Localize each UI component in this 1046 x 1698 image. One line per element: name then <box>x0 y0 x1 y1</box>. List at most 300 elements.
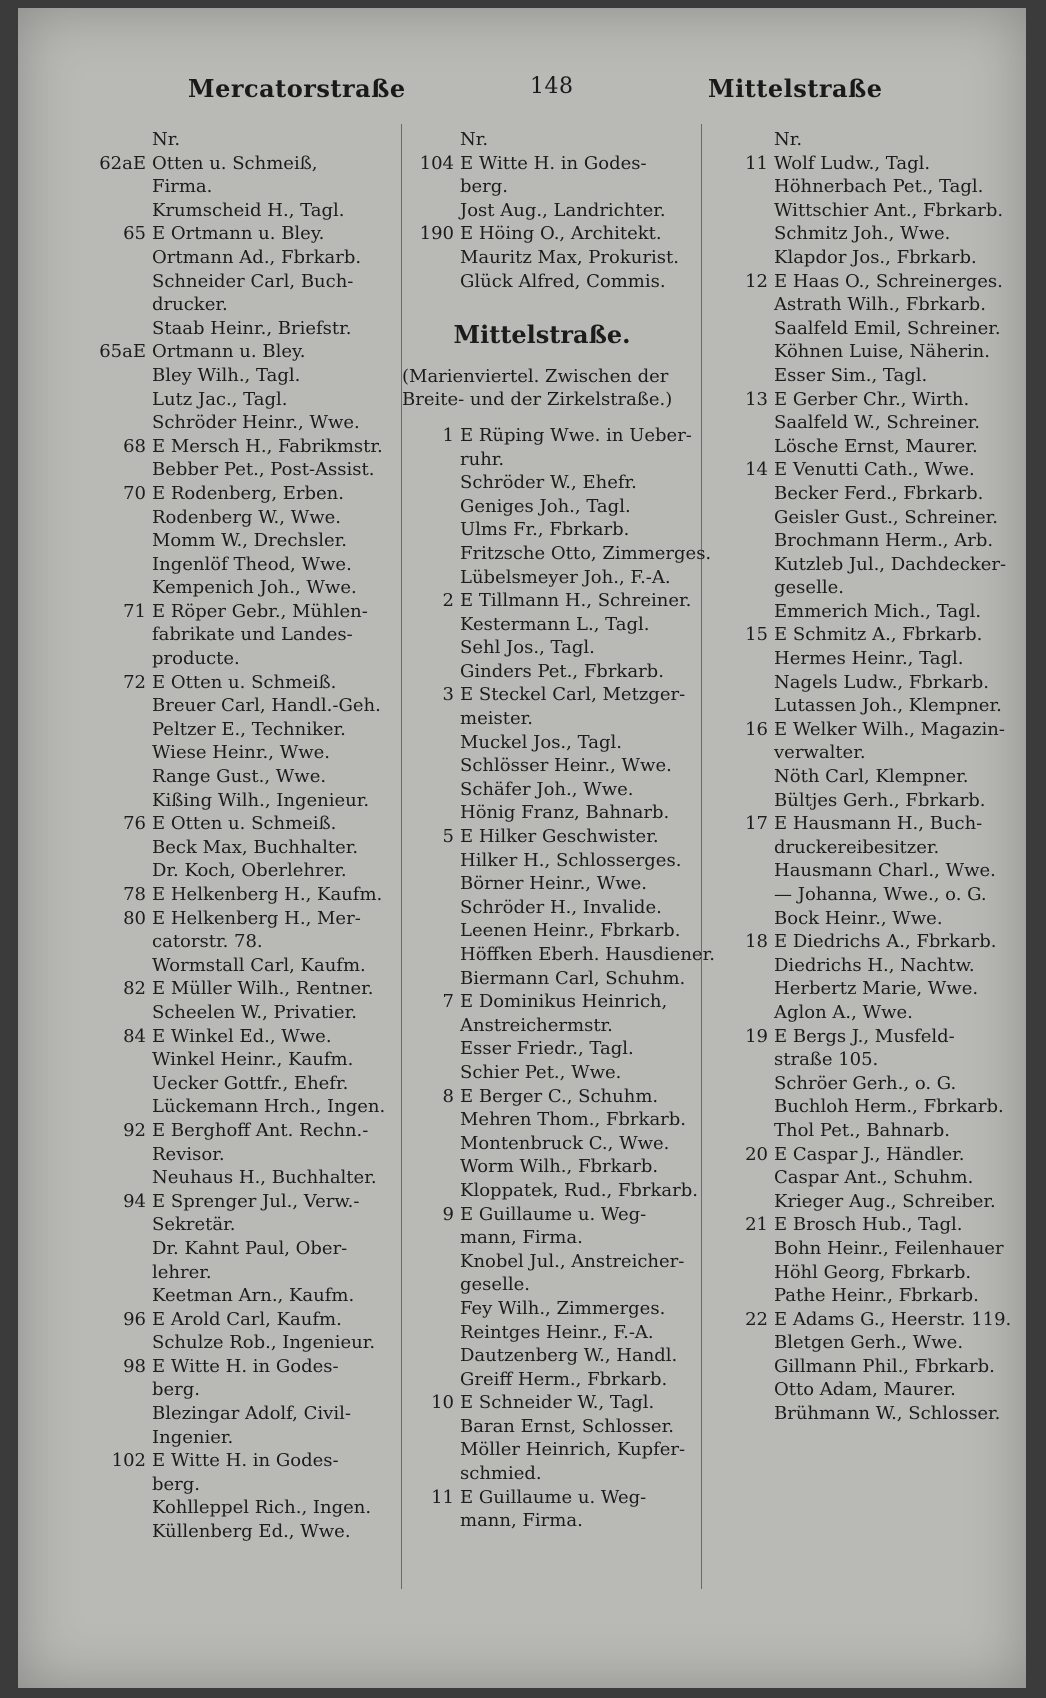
entry-text: Otten u. Schmeiß, <box>152 152 318 174</box>
directory-entry <box>716 458 1026 482</box>
directory-entry <box>94 529 414 553</box>
directory-entry <box>402 1226 702 1250</box>
entry-text: E Hausmann H., Buch- <box>774 813 983 835</box>
entry-text: schmied. <box>460 1463 542 1485</box>
house-number: 10 <box>431 1392 454 1414</box>
entry-text: Lückemann Hrch., Ingen. <box>152 1096 386 1118</box>
entry-text: E Guillaume u. Weg- <box>460 1486 647 1508</box>
entry-text: fabrikate und Landes- <box>152 624 353 646</box>
entry-text: berg. <box>152 1379 201 1401</box>
entry-text: Montenbruck C., Wwe. <box>460 1132 670 1154</box>
house-number: 16 <box>745 718 768 740</box>
directory-entry <box>402 896 702 920</box>
house-number: 98 <box>123 1355 146 1377</box>
directory-entry <box>94 1284 414 1308</box>
entry-text: Köhnen Luise, Näherin. <box>774 341 990 363</box>
entry-text: mann, Firma. <box>460 1510 583 1532</box>
entry-text: Becker Ferd., Fbrkarb. <box>774 482 984 504</box>
directory-entry <box>716 789 1026 813</box>
entry-text: Sehl Jos., Tagl. <box>460 637 595 659</box>
entry-text: E Haas O., Schreinerges. <box>774 270 1003 292</box>
entry-text: Esser Friedr., Tagl. <box>460 1038 634 1060</box>
entry-text: Leenen Heinr., Fbrkarb. <box>460 920 681 942</box>
directory-entry <box>402 990 702 1014</box>
directory-entry <box>716 977 1026 1001</box>
entry-text: producte. <box>152 648 240 670</box>
directory-entry <box>402 1085 702 1109</box>
entry-text: E Adams G., Heerstr. 119. <box>774 1308 1012 1330</box>
entry-text: Ulms Fr., Fbrkarb. <box>460 519 630 541</box>
directory-entry <box>402 778 702 802</box>
house-number: 18 <box>745 931 768 953</box>
entry-text: Bebber Pet., Post-Assist. <box>152 459 375 481</box>
house-number: 19 <box>745 1025 768 1047</box>
directory-entry <box>94 1331 414 1355</box>
directory-entry <box>402 199 702 223</box>
directory-entry <box>716 482 1026 506</box>
entry-text: geselle. <box>460 1274 530 1296</box>
entry-text: E Höing O., Architekt. <box>460 223 662 245</box>
house-number: 13 <box>745 388 768 410</box>
entry-text: Nöth Carl, Klempner. <box>774 766 969 788</box>
directory-entry <box>94 1496 414 1520</box>
directory-entry <box>716 1166 1026 1190</box>
entry-text: Reintges Heinr., F.-A. <box>460 1321 654 1343</box>
entry-text: lehrer. <box>152 1261 212 1283</box>
directory-entry <box>716 623 1026 647</box>
entry-text: Mauritz Max, Prokurist. <box>460 246 679 268</box>
entry-text: Nagels Ludw., Fbrkarb. <box>774 671 989 693</box>
entry-text: Geisler Gust., Schreiner. <box>774 506 998 528</box>
entry-text: E Rüping Wwe. in Ueber- <box>460 424 692 446</box>
entry-text: Uecker Gottfr., Ehefr. <box>152 1072 349 1094</box>
directory-entry <box>94 1473 414 1497</box>
entry-text: Geniges Joh., Tagl. <box>460 495 631 517</box>
house-number: 2 <box>442 590 454 612</box>
entry-text: meister. <box>460 708 533 730</box>
directory-entry <box>716 435 1026 459</box>
entry-text: berg. <box>460 176 509 198</box>
directory-entry <box>402 1344 702 1368</box>
house-number: 11 <box>745 152 768 174</box>
directory-entry <box>716 1261 1026 1285</box>
directory-entry <box>402 1297 702 1321</box>
entry-text: Diedrichs H., Nachtw. <box>774 954 975 976</box>
directory-entry <box>716 836 1026 860</box>
entry-text: E Bergs J., Musfeld- <box>774 1025 955 1047</box>
directory-entry <box>716 1048 1026 1072</box>
entry-text: Buchloh Herm., Fbrkarb. <box>774 1096 1004 1118</box>
directory-entry <box>716 930 1026 954</box>
entry-text: Bley Wilh., Tagl. <box>152 364 301 386</box>
header-left-street: Mercatorstraße <box>188 74 406 103</box>
entry-text: E Witte H. in Godes- <box>152 1450 339 1472</box>
entry-text: Firma. <box>152 176 213 198</box>
house-number: 71 <box>123 600 146 622</box>
entry-text: Möller Heinrich, Kupfer- <box>460 1439 686 1461</box>
house-number: 9 <box>442 1203 454 1225</box>
directory-entry <box>94 977 414 1001</box>
directory-entry <box>716 812 1026 836</box>
section-note-line: Breite- und der Zirkelstraße.) <box>402 389 673 411</box>
directory-entry <box>94 647 414 671</box>
directory-entry <box>94 270 414 294</box>
directory-entry <box>716 529 1026 553</box>
directory-entry <box>716 1402 1026 1426</box>
directory-entry <box>716 1237 1026 1261</box>
house-number: 62aE <box>99 152 146 174</box>
directory-entry <box>716 340 1026 364</box>
entry-text: E Röper Gebr., Mühlen- <box>152 600 368 622</box>
entry-text: Baran Ernst, Schlosser. <box>460 1415 674 1437</box>
entry-text: Rodenberg W., Wwe. <box>152 506 341 528</box>
entry-text: Beck Max, Buchhalter. <box>152 836 359 858</box>
directory-entry <box>94 175 414 199</box>
column-middle-entries <box>402 424 715 1533</box>
entry-text: druckereibesitzer. <box>774 836 940 858</box>
directory-entry <box>94 1378 414 1402</box>
directory-entry <box>716 1284 1026 1308</box>
entry-text: Schäfer Joh., Wwe. <box>460 778 634 800</box>
entry-text: Küllenberg Ed., Wwe. <box>152 1521 351 1543</box>
directory-entry <box>94 152 414 176</box>
entry-text: Schmitz Joh., Wwe. <box>774 223 951 245</box>
directory-entry <box>402 128 702 152</box>
directory-entry <box>94 1119 414 1143</box>
directory-entry <box>94 907 414 931</box>
entry-text: Nr. <box>774 129 803 150</box>
directory-entry <box>94 1308 414 1332</box>
directory-entry <box>94 364 414 388</box>
entry-text: Börner Heinr., Wwe. <box>460 873 648 895</box>
entry-text: catorstr. 78. <box>152 931 263 953</box>
directory-entry <box>94 317 414 341</box>
entry-text: E Brosch Hub., Tagl. <box>774 1214 963 1236</box>
directory-entry <box>94 293 414 317</box>
entry-text: Breuer Carl, Handl.-Geh. <box>152 695 381 717</box>
entry-text: Lutz Jac., Tagl. <box>152 388 288 410</box>
house-number: 21 <box>745 1214 768 1236</box>
directory-entry <box>94 199 414 223</box>
entry-text: E Otten u. Schmeiß. <box>152 813 337 835</box>
directory-entry <box>94 836 414 860</box>
directory-entry <box>402 1179 702 1203</box>
directory-entry <box>402 1061 702 1085</box>
directory-entry <box>94 600 414 624</box>
house-number: 190 <box>419 223 454 245</box>
directory-entry <box>402 222 702 246</box>
entry-text: Thol Pet., Bahnarb. <box>774 1119 950 1141</box>
entry-text: E Hilker Geschwister. <box>460 826 659 848</box>
entry-text: Nr. <box>152 129 181 150</box>
directory-entry <box>716 199 1026 223</box>
entry-text: E Witte H. in Godes- <box>152 1355 339 1377</box>
directory-entry <box>402 919 702 943</box>
entry-text: Saalfeld Emil, Schreiner. <box>774 317 1001 339</box>
entry-text: Fey Wilh., Zimmerges. <box>460 1297 666 1319</box>
house-number: 8 <box>442 1085 454 1107</box>
entry-text: Saalfeld W., Schreiner. <box>774 412 980 434</box>
entry-text: Krumscheid H., Tagl. <box>152 199 345 221</box>
entry-text: E Tillmann H., Schreiner. <box>460 590 692 612</box>
directory-entry <box>94 411 414 435</box>
directory-entry <box>716 1213 1026 1237</box>
house-number: 76 <box>123 813 146 835</box>
directory-entry <box>94 246 414 270</box>
directory-entry <box>402 471 702 495</box>
entry-text: geselle. <box>774 577 844 599</box>
directory-entry <box>94 1449 414 1473</box>
directory-entry <box>402 566 702 590</box>
entry-text: Dautzenberg W., Handl. <box>460 1345 678 1367</box>
directory-entry <box>402 1273 702 1297</box>
entry-text: Bültjes Gerh., Fbrkarb. <box>774 789 986 811</box>
entry-text: Lösche Ernst, Maurer. <box>774 435 978 457</box>
house-number: 5 <box>442 826 454 848</box>
directory-entry <box>94 1095 414 1119</box>
house-number: 17 <box>745 813 768 835</box>
entry-text: Höffken Eberh. Hausdiener. <box>460 944 715 965</box>
entry-text: mann, Firma. <box>460 1227 583 1249</box>
directory-entry <box>402 246 702 270</box>
directory-entry <box>716 1355 1026 1379</box>
directory-entry <box>716 1095 1026 1119</box>
entry-text: E Diedrichs A., Fbrkarb. <box>774 931 997 953</box>
directory-entry <box>94 954 414 978</box>
house-number: 84 <box>123 1025 146 1047</box>
directory-entry <box>94 930 414 954</box>
directory-page <box>18 8 1026 1688</box>
entry-text: Greiff Herm., Fbrkarb. <box>460 1368 668 1390</box>
directory-entry <box>94 1261 414 1285</box>
entry-text: Mehren Thom., Fbrkarb. <box>460 1109 687 1131</box>
directory-entry <box>716 647 1026 671</box>
house-number: 14 <box>745 459 768 481</box>
directory-entry <box>402 849 702 873</box>
directory-entry <box>402 589 702 613</box>
house-number: 12 <box>745 270 768 292</box>
directory-entry <box>94 1426 414 1450</box>
directory-entry <box>402 1155 702 1179</box>
entry-text: Caspar Ant., Schuhm. <box>774 1167 974 1189</box>
directory-entry <box>716 270 1026 294</box>
directory-entry <box>716 576 1026 600</box>
directory-entry <box>716 1308 1026 1332</box>
entry-text: Hermes Heinr., Tagl. <box>774 648 964 670</box>
directory-entry <box>94 671 414 695</box>
directory-entry <box>716 671 1026 695</box>
directory-entry <box>716 765 1026 789</box>
directory-entry <box>94 883 414 907</box>
entry-text: Wormstall Carl, Kaufm. <box>152 954 366 976</box>
directory-entry <box>402 1368 702 1392</box>
directory-entry <box>402 683 702 707</box>
entry-text: E Arold Carl, Kaufm. <box>152 1308 342 1330</box>
directory-entry <box>716 222 1026 246</box>
directory-entry <box>402 660 702 684</box>
house-number: 102 <box>111 1450 146 1472</box>
entry-text: Schröder Heinr., Wwe. <box>152 412 360 434</box>
entry-text: E Sprenger Jul., Verw.- <box>152 1190 360 1212</box>
directory-entry <box>716 152 1026 176</box>
entry-text: Peltzer E., Techniker. <box>152 718 346 740</box>
house-number: 72 <box>123 671 146 693</box>
entry-text: E Schneider W., Tagl. <box>460 1392 655 1414</box>
house-number: 70 <box>123 482 146 504</box>
directory-entry <box>94 1025 414 1049</box>
directory-entry <box>94 435 414 459</box>
entry-text: Knobel Jul., Anstreicher- <box>460 1250 685 1272</box>
entry-text: Anstreichermstr. <box>460 1014 613 1036</box>
directory-entry <box>94 1048 414 1072</box>
entry-text: Nr. <box>460 129 489 150</box>
directory-entry <box>716 859 1026 883</box>
directory-entry <box>402 967 702 991</box>
house-number: 104 <box>419 152 454 174</box>
header-right-street: Mittelstraße <box>708 74 883 103</box>
directory-entry <box>94 482 414 506</box>
directory-entry <box>94 388 414 412</box>
directory-entry <box>94 506 414 530</box>
entry-text: Scheelen W., Privatier. <box>152 1001 357 1023</box>
directory-entry <box>402 518 702 542</box>
directory-entry <box>94 812 414 836</box>
entry-text: Revisor. <box>152 1143 225 1165</box>
directory-entry <box>94 1143 414 1167</box>
directory-entry <box>402 1486 702 1510</box>
directory-entry <box>402 1438 702 1462</box>
directory-entry <box>94 222 414 246</box>
entry-text: E Venutti Cath., Wwe. <box>774 459 975 481</box>
directory-entry <box>716 907 1026 931</box>
house-number: 78 <box>123 884 146 905</box>
entry-text: Biermann Carl, Schuhm. <box>460 967 686 989</box>
house-number: 92 <box>123 1119 146 1141</box>
house-number: 96 <box>123 1308 146 1330</box>
directory-entry <box>716 364 1026 388</box>
directory-entry <box>716 175 1026 199</box>
entry-text: Fritzsche Otto, Zimmerges. <box>460 542 712 564</box>
entry-text: Schröder W., Ehefr. <box>460 472 637 494</box>
entry-text: Schneider Carl, Buch- <box>152 270 354 292</box>
directory-entry <box>716 600 1026 624</box>
house-number: 65aE <box>99 341 146 363</box>
entry-text: Ingenlöf Theod, Wwe. <box>152 553 352 575</box>
entry-text: E Mersch H., Fabrikmstr. <box>152 435 383 457</box>
entry-text: Höhnerbach Pet., Tagl. <box>774 176 984 198</box>
entry-text: E Winkel Ed., Wwe. <box>152 1025 332 1047</box>
house-number: 11 <box>431 1486 454 1508</box>
directory-entry <box>94 340 414 364</box>
entry-text: Herbertz Marie, Wwe. <box>774 978 979 1000</box>
directory-entry <box>716 718 1026 742</box>
entry-text: Ginders Pet., Fbrkarb. <box>460 660 664 682</box>
entry-text: Neuhaus H., Buchhalter. <box>152 1167 377 1189</box>
entry-text: Wolf Ludw., Tagl. <box>774 152 931 174</box>
house-number: 80 <box>123 907 146 929</box>
entry-text: Dr. Kahnt Paul, Ober- <box>152 1237 348 1259</box>
directory-entry <box>402 707 702 731</box>
directory-entry <box>94 1237 414 1261</box>
directory-entry <box>716 741 1026 765</box>
directory-entry <box>402 731 702 755</box>
column-middle <box>402 128 715 1533</box>
directory-entry <box>716 1119 1026 1143</box>
page-number: 148 <box>530 74 574 99</box>
entry-text: Blezingar Adolf, Civil- <box>152 1403 351 1425</box>
directory-entry <box>94 859 414 883</box>
directory-entry <box>94 741 414 765</box>
entry-text: Otto Adam, Maurer. <box>774 1379 956 1401</box>
house-number: 82 <box>123 978 146 1000</box>
directory-entry <box>402 1321 702 1345</box>
entry-text: E Witte H. in Godes- <box>460 152 647 174</box>
entry-text: E Müller Wilh., Rentner. <box>152 978 374 1000</box>
directory-entry <box>94 553 414 577</box>
entry-text: Sekretär. <box>152 1214 236 1236</box>
entry-text: E Berghoff Ant. Rechn.- <box>152 1119 369 1141</box>
entry-text: Schulze Rob., Ingenieur. <box>152 1332 376 1354</box>
entry-text: Bletgen Gerh., Wwe. <box>774 1332 964 1354</box>
directory-entry <box>94 1190 414 1214</box>
directory-entry <box>94 1072 414 1096</box>
entry-text: Schier Pet., Wwe. <box>460 1061 622 1083</box>
directory-entry <box>716 1072 1026 1096</box>
directory-entry <box>402 1462 702 1486</box>
directory-entry <box>402 424 702 448</box>
directory-entry <box>716 1378 1026 1402</box>
entry-text: Winkel Heinr., Kaufm. <box>152 1049 354 1071</box>
entry-text: Höhl Georg, Fbrkarb. <box>774 1261 972 1283</box>
entry-text: Muckel Jos., Tagl. <box>460 731 622 753</box>
entry-text: Momm W., Drechsler. <box>152 530 348 552</box>
house-number: 15 <box>745 624 768 646</box>
directory-entry <box>716 553 1026 577</box>
directory-entry <box>402 1391 702 1415</box>
entry-text: Kutzleb Jul., Dachdecker- <box>774 553 1007 575</box>
entry-text: Staab Heinr., Briefstr. <box>152 317 352 339</box>
column-right <box>716 128 1026 1426</box>
house-number: 94 <box>123 1190 146 1212</box>
entry-text: E Otten u. Schmeiß. <box>152 671 337 693</box>
directory-entry <box>402 1108 702 1132</box>
directory-entry <box>716 246 1026 270</box>
directory-entry <box>716 1190 1026 1214</box>
entry-text: Wiese Heinr., Wwe. <box>152 742 330 764</box>
entry-text: Dr. Koch, Oberlehrer. <box>152 860 347 882</box>
directory-entry <box>716 1143 1026 1167</box>
directory-entry <box>94 694 414 718</box>
directory-entry <box>402 613 702 637</box>
directory-entry <box>94 789 414 813</box>
entry-text: straße 105. <box>774 1049 879 1071</box>
entry-text: E Helkenberg H., Mer- <box>152 907 361 929</box>
entry-text: Ortmann u. Bley. <box>152 341 306 363</box>
directory-entry <box>716 1025 1026 1049</box>
entry-text: Hönig Franz, Bahnarb. <box>460 802 670 824</box>
entry-text: E Dominikus Heinrich, <box>460 991 668 1013</box>
entry-text: Glück Alfred, Commis. <box>460 270 666 292</box>
entry-text: Kempenich Joh., Wwe. <box>152 577 357 599</box>
directory-entry <box>402 754 702 778</box>
entry-text: Schröder H., Invalide. <box>460 896 662 918</box>
directory-entry <box>402 175 702 199</box>
directory-entry <box>402 448 702 472</box>
entry-text: Emmerich Mich., Tagl. <box>774 600 982 622</box>
directory-entry <box>94 458 414 482</box>
directory-entry <box>402 1415 702 1439</box>
section-note-line: (Marienviertel. Zwischen der <box>402 365 669 387</box>
